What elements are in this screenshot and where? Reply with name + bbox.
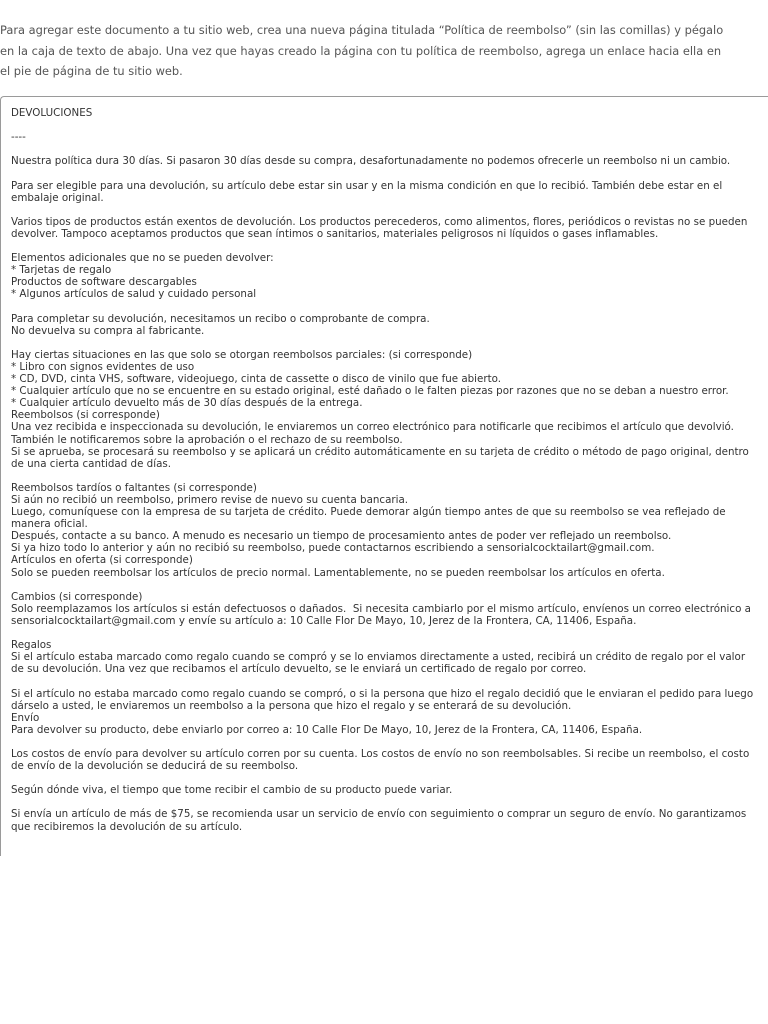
policy-line: Solo se pueden reembolsar los artículos de precio normal. Lamentablemente, no se pueden reembolsar los artículos en oferta.	[11, 566, 665, 579]
policy-line: * Algunos artículos de salud y cuidado personal	[11, 288, 257, 301]
policy-line: Hay ciertas situaciones en las que solo se otorgan reembolsos parciales: (si corresponde)	[11, 348, 473, 361]
policy-line: devolver. Tampoco aceptamos productos que sean íntimos o sanitarios, materiales peligrosos ni líquidos o gases inflamables.	[11, 227, 659, 240]
policy-line: Si envía un artículo de más de $75, se recomienda usar un servicio de envío con seguimiento o comprar un seguro de envío. No garantizamos	[11, 808, 747, 821]
policy-line: Regalos	[11, 639, 52, 652]
policy-line: Cambios (si corresponde)	[11, 590, 143, 603]
policy-line: de una cierta cantidad de días.	[11, 457, 172, 470]
policy-line: No devuelva su compra al fabricante.	[11, 324, 205, 337]
policy-line	[11, 167, 753, 179]
policy-text	[11, 107, 753, 833]
policy-line	[11, 301, 753, 313]
policy-line: dárselo a usted, le enviaremos un reembolso a la persona que hizo el regalo y se enterará de su devolución.	[11, 699, 572, 712]
policy-line	[11, 119, 753, 131]
policy-line: Productos de software descargables	[11, 276, 197, 289]
policy-line: manera oficial.	[11, 518, 88, 531]
policy-line: * Tarjetas de regalo	[11, 264, 112, 277]
policy-line: Reembolsos (si corresponde)	[11, 409, 160, 422]
policy-line: Si aún no recibió un reembolso, primero revise de nuevo su cuenta bancaria.	[11, 494, 409, 506]
policy-line	[11, 736, 753, 748]
instructions-text	[0, 20, 768, 82]
policy-line	[11, 627, 753, 639]
policy-line: Reembolsos tardíos o faltantes (si corresponde)	[11, 481, 257, 494]
policy-line	[11, 675, 753, 687]
policy-textarea[interactable]	[0, 96, 768, 856]
policy-line: Los costos de envío para devolver su artículo corren por su cuenta. Los costos de envío no son reembolsables. Si recibe un reembolso, el costo	[11, 747, 750, 760]
policy-line: * Cualquier artículo devuelto más de 30 días después de la entrega.	[11, 397, 363, 410]
instructions-line: en la caja de texto de abajo. Una vez que hayas creado la página con tu política de reembolso, agrega un enlace hacia ella en	[0, 43, 722, 58]
policy-line: que recibiremos la devolución de su artículo.	[11, 820, 243, 833]
policy-line: Si se aprueba, se procesará su reembolso y se aplicará un crédito automáticamente en su tarjeta de crédito o método de pago original, dentro	[11, 445, 749, 458]
policy-line: Artículos en oferta (si corresponde)	[11, 554, 193, 567]
policy-line: Solo reemplazamos los artículos si están defectuosos o dañados. Si necesita cambiarlo por el mismo artículo, envíenos un correo electrónico a	[11, 602, 751, 615]
policy-line: ----	[11, 131, 26, 144]
policy-line	[11, 470, 753, 482]
policy-line: Para ser elegible para una devolución, su artículo debe estar sin usar y en la misma condición en que lo recibió. También debe estar en el	[11, 179, 723, 192]
policy-line	[11, 143, 753, 155]
policy-line: Si ya hizo todo lo anterior y aún no recibió su reembolso, puede contactarnos escribiendo a sensorialcocktailart@gmail.com.	[11, 542, 655, 555]
policy-line: de envío de la devolución se deducirá de su reembolso.	[11, 760, 299, 773]
policy-line: Para devolver su producto, debe enviarlo por correo a: 10 Calle Flor De Mayo, 10, Jerez de la Frontera, CA, 11406, España.	[11, 723, 643, 736]
policy-line: Envío	[11, 711, 40, 724]
policy-line	[11, 796, 753, 808]
policy-line	[11, 240, 753, 252]
policy-line: Según dónde viva, el tiempo que tome recibir el cambio de su producto puede variar.	[11, 784, 453, 797]
instructions-line: el pie de página de tu sitio web.	[0, 64, 183, 78]
policy-line: Si el artículo estaba marcado como regalo cuando se compró y se lo enviamos directamente a usted, recibirá un crédito de regalo por el valor	[11, 651, 746, 664]
policy-line: Elementos adicionales que no se pueden devolver:	[11, 252, 274, 265]
policy-line: Varios tipos de productos están exentos de devolución. Los productos perecederos, como alimentos, flores, periódicos o revistas no se pueden	[11, 215, 748, 228]
policy-line: También le notificaremos sobre la aprobación o el rechazo de su reembolso.	[11, 433, 403, 446]
policy-line	[11, 579, 753, 591]
policy-line: Una vez recibida e inspeccionada su devolución, le enviaremos un correo electrónico para notificarle que recibimos el artículo que devolvió.	[11, 421, 734, 434]
policy-line	[11, 204, 753, 216]
policy-line: Para completar su devolución, necesitamos un recibo o comprobante de compra.	[11, 312, 430, 325]
instructions-line: Para agregar este documento a tu sitio web, crea una nueva página titulada “Política de reembolso” (sin las comillas) y pégalo	[0, 23, 724, 37]
policy-line: * CD, DVD, cinta VHS, software, videojuego, cinta de cassette o disco de vinilo que fue abierto.	[11, 373, 502, 386]
policy-line: DEVOLUCIONES	[11, 107, 93, 119]
policy-line: Luego, comuníquese con la empresa de su tarjeta de crédito. Puede demorar algún tiempo antes de que su reembolso se vea reflejado de	[11, 506, 726, 519]
policy-line: * Cualquier artículo que no se encuentre en su estado original, esté dañado o le falten piezas por razones que no se deban a nuestro error.	[11, 385, 729, 398]
policy-line: Si el artículo no estaba marcado como regalo cuando se compró, o si la persona que hizo el regalo decidió que le enviaran el pedido para luego	[11, 687, 754, 700]
policy-line	[11, 772, 753, 784]
policy-line: embalaje original.	[11, 191, 104, 204]
policy-line: Después, contacte a su banco. A menudo es necesario un tiempo de procesamiento antes de poder ver reflejado un reembolso.	[11, 530, 672, 543]
policy-line: sensorialcocktailart@gmail.com y envíe su artículo a: 10 Calle Flor De Mayo, 10, Jerez de la Frontera, CA, 11406, España.	[11, 614, 637, 627]
policy-line: de su devolución. Una vez que recibamos el artículo devuelto, se le enviará un certificado de regalo por correo.	[11, 663, 587, 676]
policy-line: Nuestra política dura 30 días. Si pasaron 30 días desde su compra, desafortunadamente no podemos ofrecerle un reembolso ni un cambio.	[11, 155, 731, 168]
policy-line: * Libro con signos evidentes de uso	[11, 360, 195, 373]
policy-line	[11, 337, 753, 349]
